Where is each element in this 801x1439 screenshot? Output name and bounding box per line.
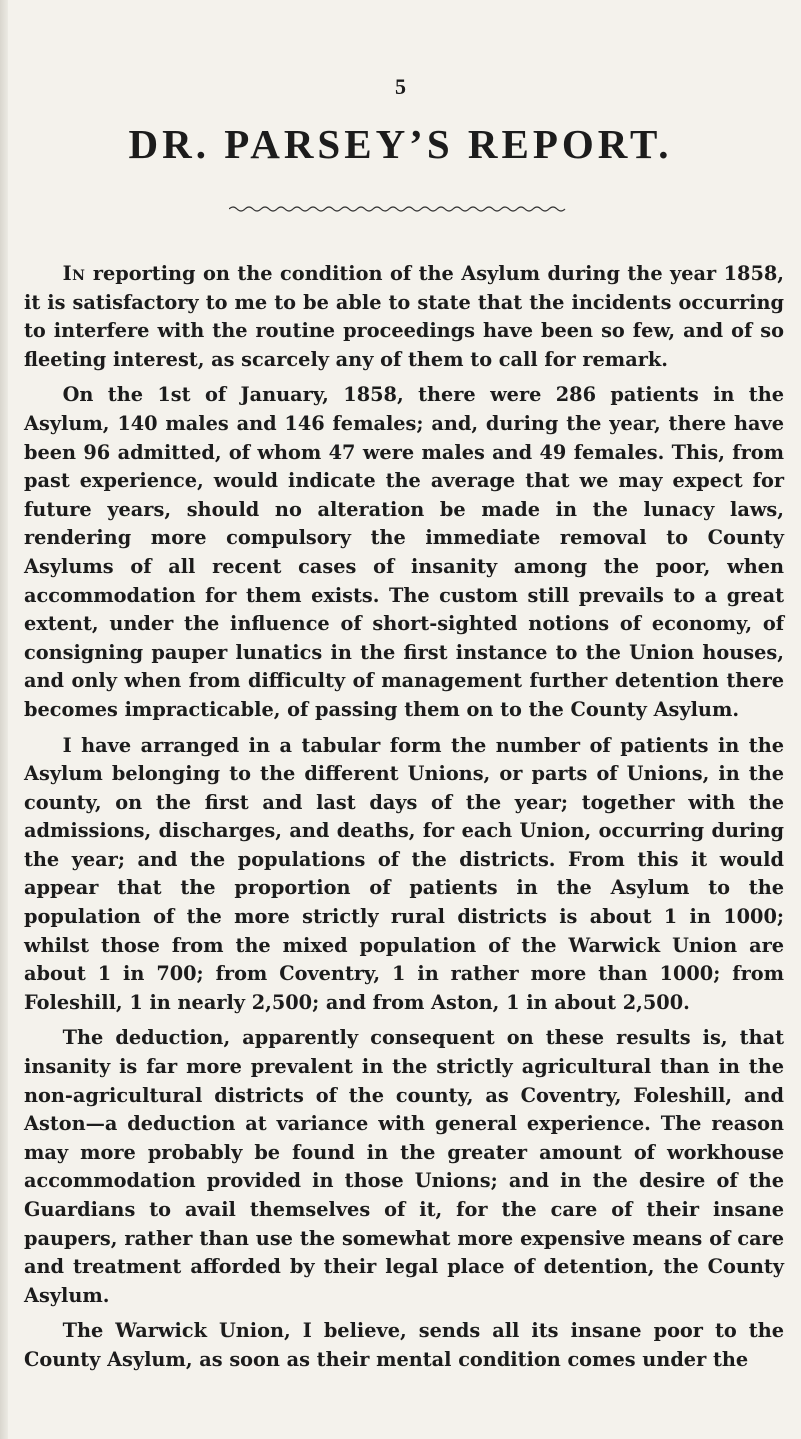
paragraph-text: On the 1st of January, 1858, there were 286 patients in the Asylum, 140 males and 146 females; and, during the year, there have been 96 admitted, of whom 47 were males and 49 females. This, from past experience, would indicate the average that we may expect for future years, should no alteration be made in the lunacy laws, rendering more compulsory the immediate removal to County Asylums of all recent cases of insanity among the poor, when accommodation for them exists. The custom still prevails to a great extent, under the influence of short-sighted notions of economy, of consigning pauper lunatics in the first instance to the Union houses, and only when from difficulty of management further detention there becomes impracticable, of passing them on to the County Asylum. [24, 383, 784, 721]
paragraph-text: reporting on the condition of the Asylum during the year 1858, it is satisfactory to me to be able to state that the incidents occurring to interfere with the routine proceedings have been so few, and of so fleeting interest, as scarcely any of them to call for remark. [24, 262, 784, 371]
paragraph-3 [24, 732, 784, 1018]
paragraph-text: The Warwick Union, I believe, sends all its insane poor to the County Asylum, as soon as their mental condition comes under the [24, 1319, 784, 1371]
report-body [24, 260, 784, 1375]
paragraph-text: The deduction, apparently consequent on these results is, that insanity is far more prevalent in the strictly agricultural than in the non-agricultural districts of the county, as Coventry, Foleshill, and Aston—a deduction at variance with general experience. The reason may more probably be found in the greater amount of workhouse accommodation provided in those Unions; and in the desire of the Guardians to avail themselves of it, for the care of their insane paupers, rather than use the somewhat more expensive means of care and treatment afforded by their legal place of detention, the County Asylum. [24, 1026, 784, 1307]
wavy-rule-ornament [229, 204, 566, 214]
paragraph-1 [24, 260, 784, 374]
report-title: DR. PARSEY’S REPORT. [128, 121, 673, 167]
paragraph-text: I have arranged in a tabular form the number of patients in the Asylum belonging to the different Unions, or parts of Unions, in the county, on the first and last days of the year; together with the admissions, discharges, and deaths, for each Union, occurring during the year; and the populations of the districts. From this it would appear that the proportion of patients in the Asylum to the population of the more strictly rural districts is about 1 in 1000; whilst those from the mixed population of the Warwick Union are about 1 in 700; from Coventry, 1 in rather more than 1000; from Foleshill, 1 in nearly 2,500; and from Aston, 1 in about 2,500. [24, 733, 784, 1014]
paragraph-4 [24, 1024, 784, 1310]
paragraph-5 [24, 1317, 784, 1374]
page-gutter-shadow [0, 0, 8, 1439]
page-number: 5 [395, 74, 406, 99]
paragraph-2 [24, 381, 784, 724]
paragraph-lead-word: In [62, 262, 86, 285]
